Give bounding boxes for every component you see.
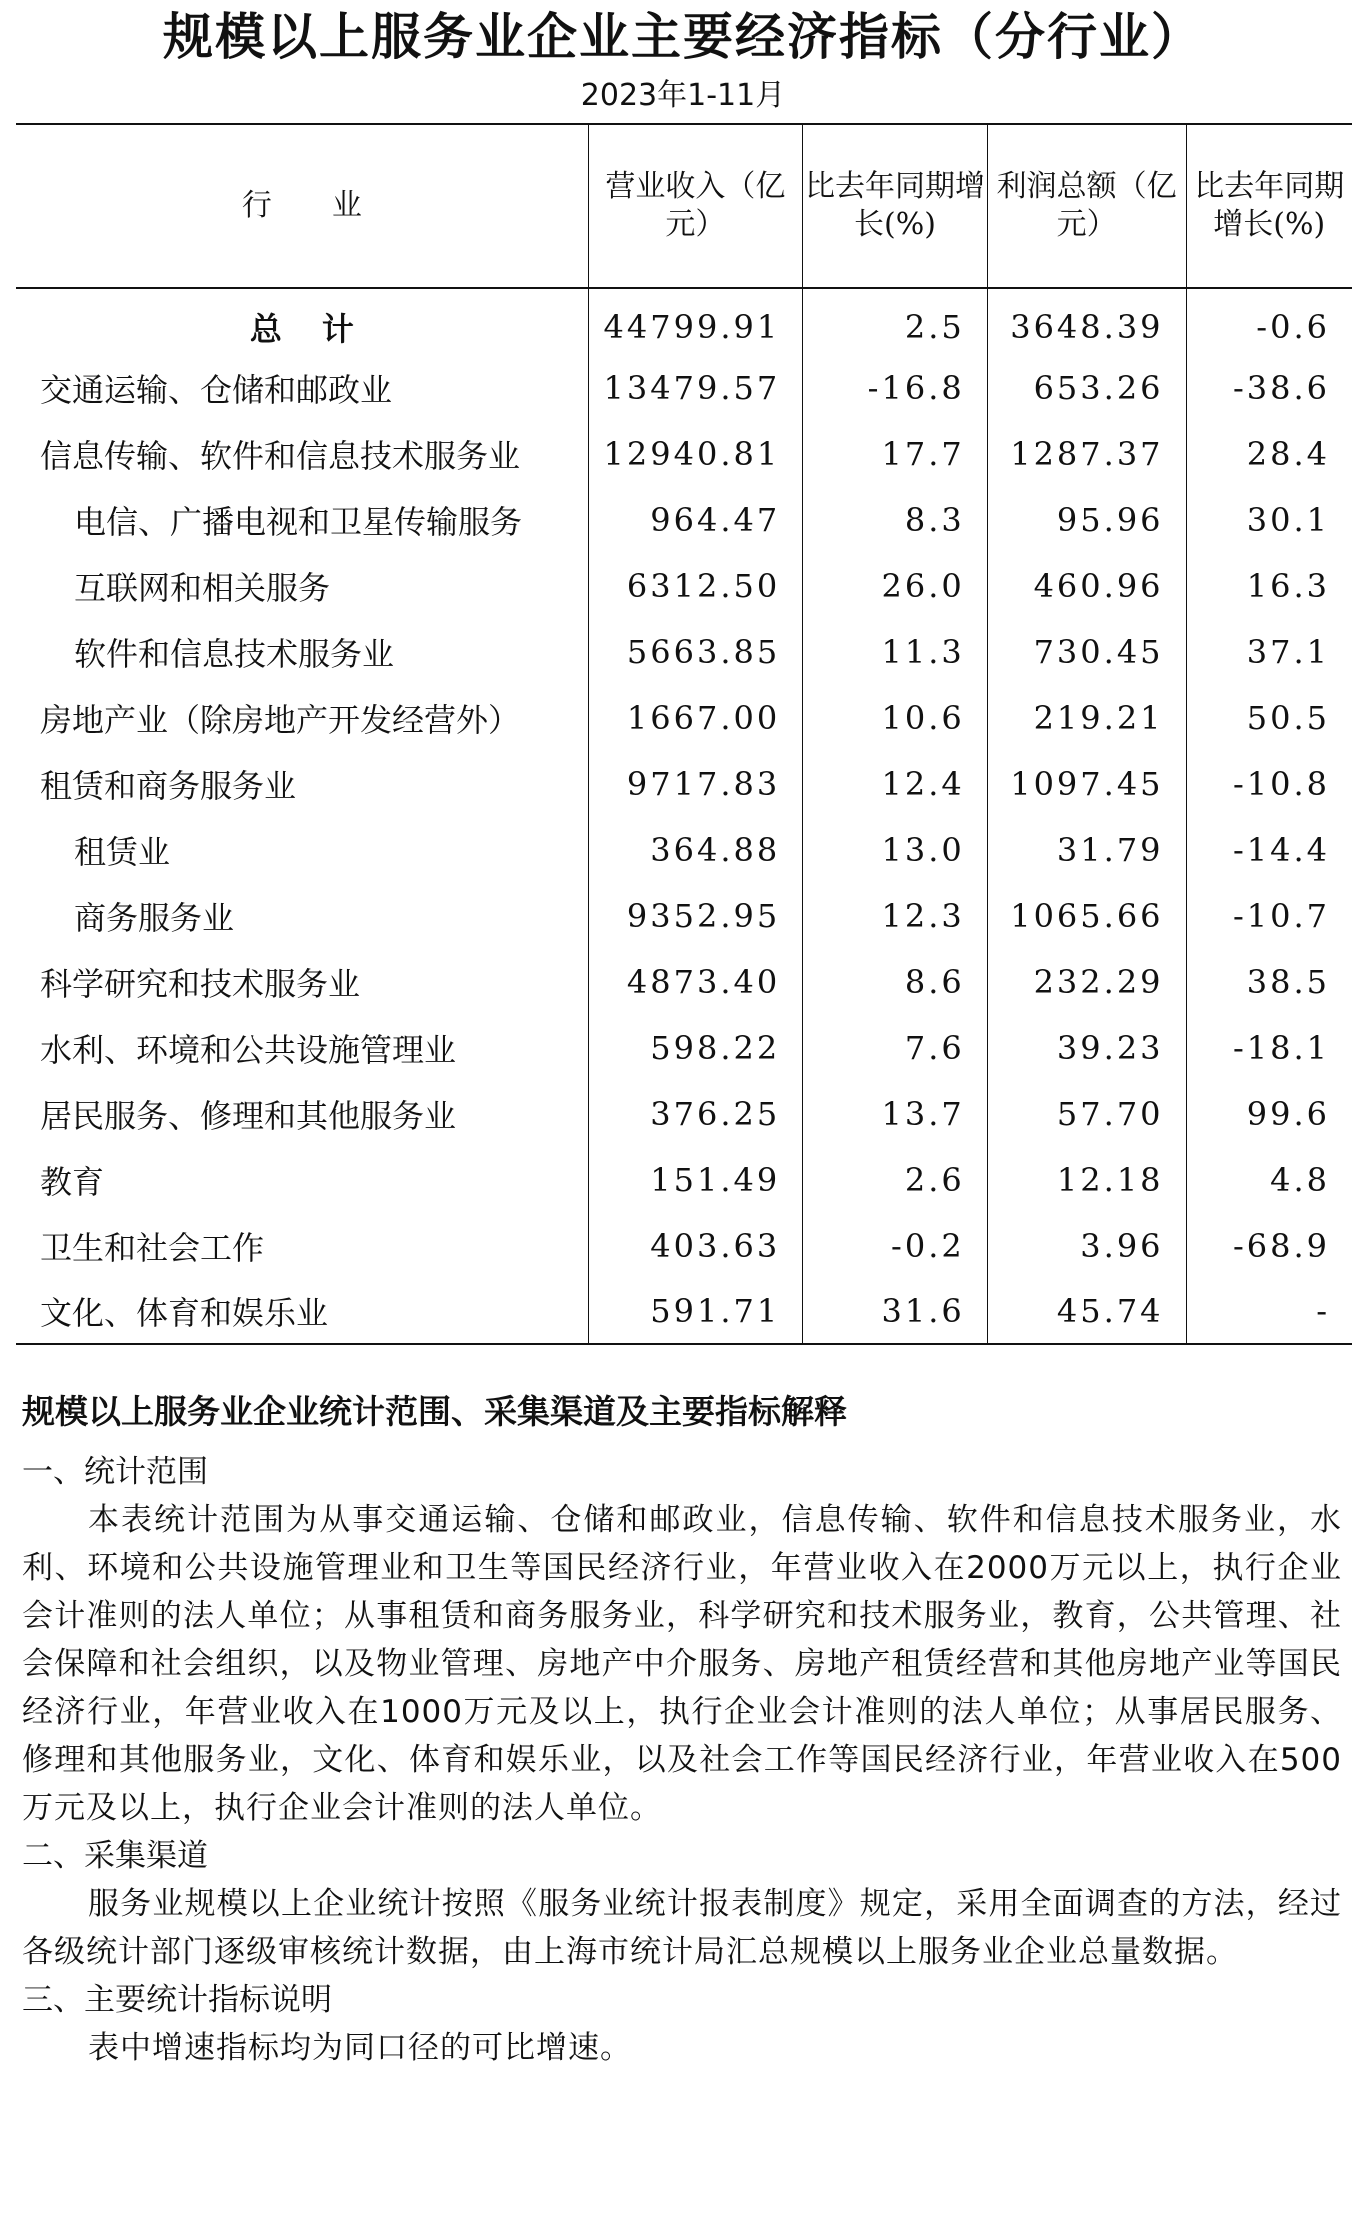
column-header-revenue: 营业收入（亿元） [588,124,803,288]
industry-name: 互联网和相关服务 [74,569,331,607]
revenue-growth-value: 8.6 [803,949,988,1015]
industry-name: 文化、体育和娱乐业 [16,1279,588,1344]
page-title: 规模以上服务业企业主要经济指标（分行业） [163,8,1203,66]
profit-value: 232.29 [987,949,1186,1015]
profit-growth-value: 37.1 [1186,619,1352,685]
column-header-profit: 利润总额（亿元） [987,124,1186,288]
table-row [16,1147,1352,1213]
table-row [16,817,1352,883]
industry-name: 卫生和社会工作 [40,1229,265,1267]
profit-growth-value: 30.1 [1186,487,1352,553]
profit-value: 12.18 [987,1147,1186,1213]
industry-name: 交通运输、仓储和邮政业 [40,371,393,409]
revenue-value: 151.49 [588,1147,803,1213]
section-title-channel: 二、采集渠道 [22,1838,208,1874]
profit-value: 460.96 [987,553,1186,619]
industry-name: 教育 [40,1163,105,1201]
section-title-indicators: 三、主要统计指标说明 [22,1982,332,2018]
industry-name: 总计 [249,310,394,348]
revenue-growth-value: 10.6 [803,685,988,751]
section-text-indicators: 表中增速指标均为同口径的可比增速。 [88,2030,632,2066]
revenue-growth-value: 2.6 [803,1147,988,1213]
revenue-value: 12940.81 [588,421,803,487]
profit-value: 3648.39 [987,288,1186,355]
industry-name: 商务服务业 [74,899,235,937]
table-row [16,553,1352,619]
profit-value: 3.96 [987,1213,1186,1279]
revenue-growth-value: 17.7 [803,421,988,487]
revenue-value: 964.47 [588,487,803,553]
section-title-scope: 一、统计范围 [22,1454,208,1490]
industry-name: 租赁和商务服务业 [40,767,297,805]
revenue-value: 598.22 [588,1015,803,1081]
table-row [16,1081,1352,1147]
indicator-table [16,123,1352,1345]
profit-growth-value: -10.8 [1186,751,1352,817]
profit-value: 730.45 [987,619,1186,685]
profit-growth-value: 99.6 [1186,1081,1352,1147]
revenue-growth-value: 12.3 [803,883,988,949]
revenue-value: 44799.91 [588,288,803,355]
revenue-growth-value: 26.0 [803,553,988,619]
revenue-value: 591.71 [588,1279,803,1344]
profit-value: 1097.45 [987,751,1186,817]
revenue-value: 403.63 [588,1213,803,1279]
profit-growth-value: -18.1 [1186,1015,1352,1081]
revenue-value: 13479.57 [588,355,803,421]
table-row [16,288,1352,355]
profit-value: 95.96 [987,487,1186,553]
revenue-value: 9717.83 [588,751,803,817]
industry-name: 居民服务、修理和其他服务业 [40,1097,457,1135]
revenue-growth-value: 13.0 [803,817,988,883]
profit-growth-value: -10.7 [1186,883,1352,949]
profit-value: 39.23 [987,1015,1186,1081]
page-subtitle: 2023年1-11月 [580,78,786,113]
revenue-value: 364.88 [588,817,803,883]
profit-growth-value: -0.6 [1186,288,1352,355]
revenue-value: 6312.50 [588,553,803,619]
profit-value: 57.70 [987,1081,1186,1147]
profit-value: 1287.37 [987,421,1186,487]
profit-value: 653.26 [987,355,1186,421]
industry-name: 房地产业（除房地产开发经营外） [40,701,521,739]
column-header-industry: 行 业 [16,124,588,288]
profit-growth-value: 16.3 [1186,553,1352,619]
industry-name: 租赁业 [74,833,171,871]
profit-growth-value: 38.5 [1186,949,1352,1015]
revenue-value: 5663.85 [588,619,803,685]
notes-heading: 规模以上服务业企业统计范围、采集渠道及主要指标解释 [22,1392,847,1431]
revenue-growth-value: 11.3 [803,619,988,685]
table-row [16,751,1352,817]
table-row [16,355,1352,421]
industry-name: 信息传输、软件和信息技术服务业 [40,437,521,475]
industry-name: 软件和信息技术服务业 [74,635,395,673]
profit-growth-value: -38.6 [1186,355,1352,421]
profit-growth-value: - [1186,1279,1352,1344]
table-row [16,1015,1352,1081]
profit-growth-value: 4.8 [1186,1147,1352,1213]
revenue-value: 1667.00 [588,685,803,751]
revenue-growth-value: 12.4 [803,751,988,817]
revenue-growth-value: 13.7 [803,1081,988,1147]
profit-growth-value: -14.4 [1186,817,1352,883]
column-header-profit-growth: 比去年同期增长(%) [1186,124,1352,288]
revenue-growth-value: -0.2 [803,1213,988,1279]
profit-growth-value: -68.9 [1186,1213,1352,1279]
notes-section [22,1392,1342,2072]
table-row [16,1279,1352,1344]
profit-growth-value: 28.4 [1186,421,1352,487]
profit-value: 31.79 [987,817,1186,883]
table-row [16,949,1352,1015]
revenue-value: 4873.40 [588,949,803,1015]
section-text-channel: 服务业规模以上企业统计按照《服务业统计报表制度》规定，采用全面调查的方法，经过各级统计部门逐级审核统计数据，由上海市统计局汇总规模以上服务业企业总量数据。 [22,1886,1342,1970]
industry-name: 科学研究和技术服务业 [40,965,361,1003]
revenue-value: 376.25 [588,1081,803,1147]
profit-value: 1065.66 [987,883,1186,949]
table-row [16,883,1352,949]
table-row [16,685,1352,751]
table-body [16,288,1352,1344]
profit-growth-value: 50.5 [1186,685,1352,751]
table-row [16,1213,1352,1279]
table-row [16,619,1352,685]
revenue-value: 9352.95 [588,883,803,949]
table-header-row [16,124,1352,288]
table-row [16,421,1352,487]
industry-name: 电信、广播电视和卫星传输服务 [74,503,523,541]
industry-name: 水利、环境和公共设施管理业 [40,1031,457,1069]
revenue-growth-value: 31.6 [803,1279,988,1344]
profit-value: 219.21 [987,685,1186,751]
revenue-growth-value: -16.8 [803,355,988,421]
section-text-scope: 本表统计范围为从事交通运输、仓储和邮政业，信息传输、软件和信息技术服务业，水利、环境和公共设施管理业和卫生等国民经济行业，年营业收入在2000万元以上，执行企业会计准则的法人单位；从事租赁和商务服务业，科学研究和技术服务业，教育，公共管理、社会保障和社会组织，以及物业管理、房地产中介服务、房地产租赁经营和其他房地产业等国民经济行业，年营业收入在1000万元及以上，执行企业会计准则的法人单位；从事居民服务、修理和其他服务业，文化、体育和娱乐业，以及社会工作等国民经济行业，年营业收入在500万元及以上，执行企业会计准则的法人单位。 [22,1502,1342,1826]
revenue-growth-value: 2.5 [803,288,988,355]
revenue-growth-value: 7.6 [803,1015,988,1081]
revenue-growth-value: 8.3 [803,487,988,553]
table-row [16,487,1352,553]
column-header-revenue-growth: 比去年同期增长(%) [803,124,988,288]
profit-value: 45.74 [987,1279,1186,1344]
